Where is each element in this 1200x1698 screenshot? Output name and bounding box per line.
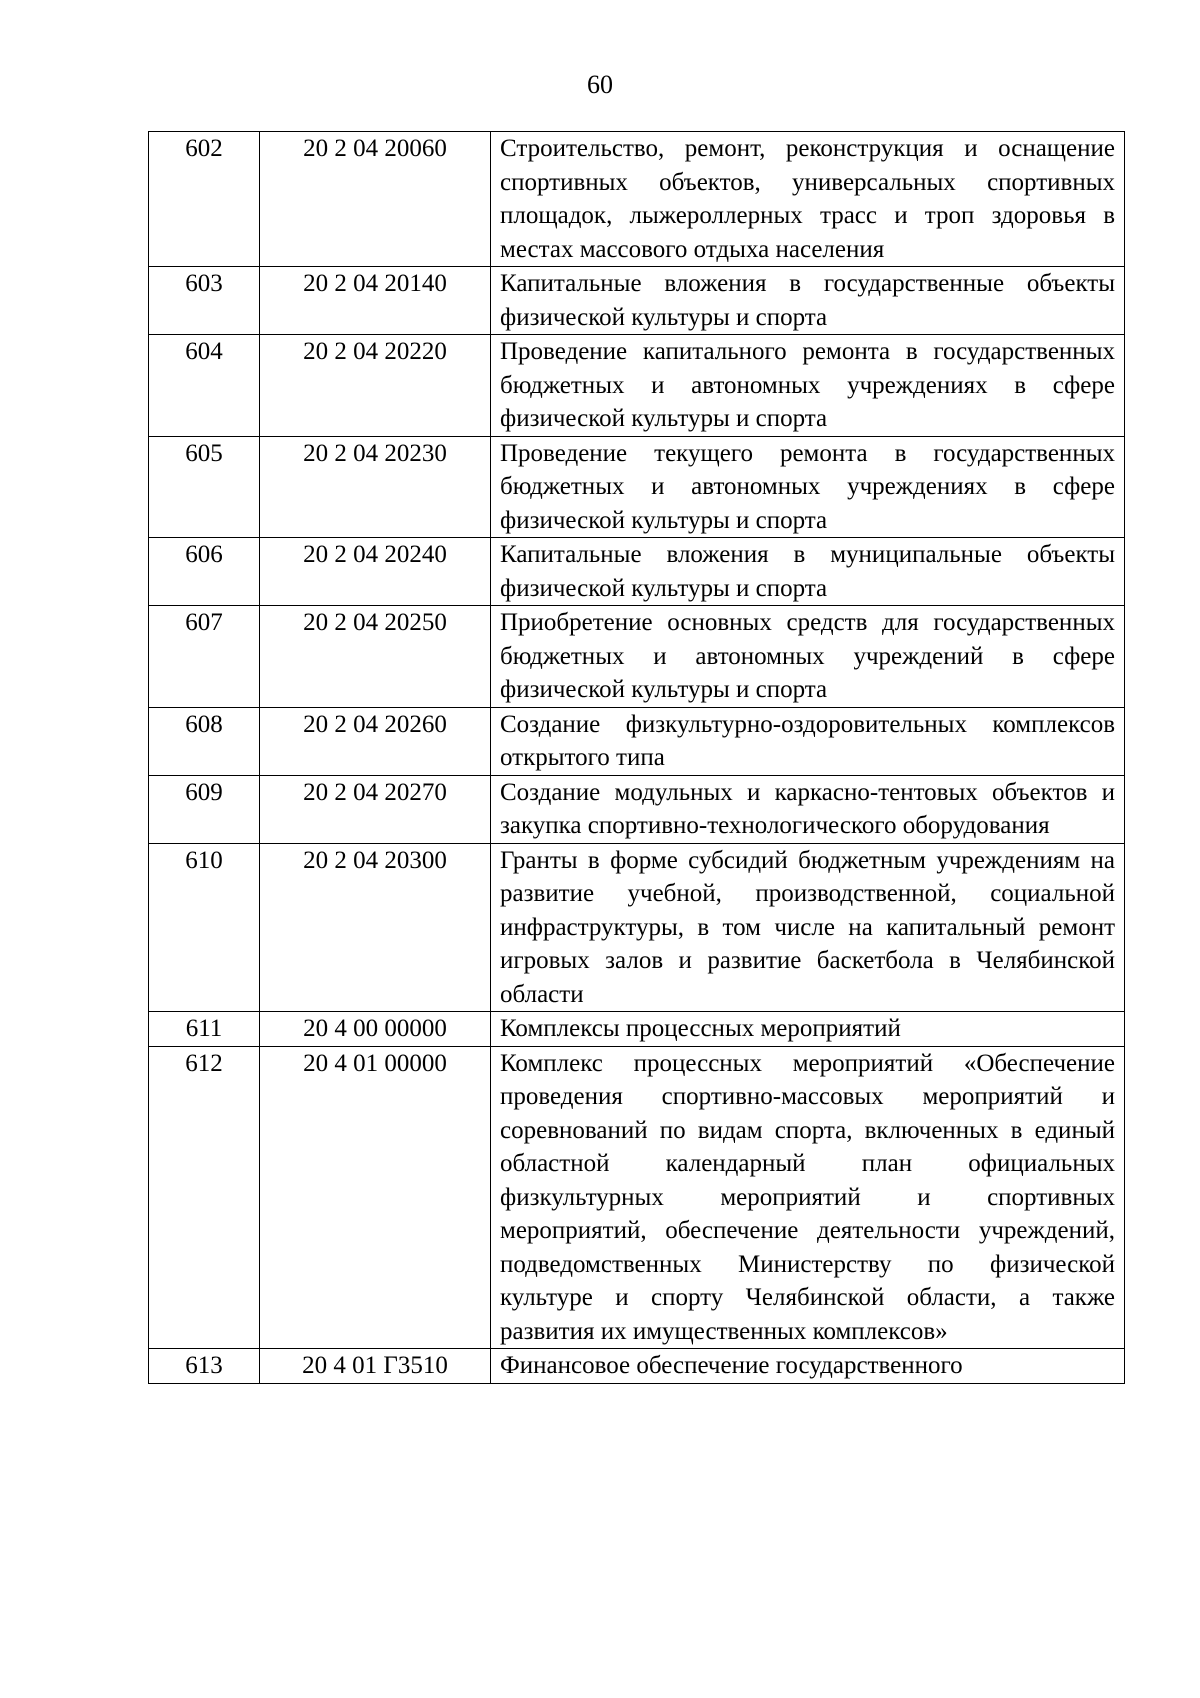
row-code: 20 4 01 00000 — [260, 1046, 491, 1349]
table-row — [149, 335, 1125, 437]
row-name: Создание физкультурно-оздоровительных комплексов открытого типа — [491, 707, 1125, 775]
row-code: 20 2 04 20140 — [260, 267, 491, 335]
page-number: 60 — [587, 70, 613, 99]
row-name: Комплексы процессных мероприятий — [491, 1012, 1125, 1047]
row-code: 20 2 04 20270 — [260, 775, 491, 843]
row-code: 20 2 04 20300 — [260, 843, 491, 1012]
row-number: 612 — [149, 1046, 260, 1349]
row-number: 608 — [149, 707, 260, 775]
row-code: 20 2 04 20240 — [260, 538, 491, 606]
table-row — [149, 1349, 1125, 1384]
table-row — [149, 843, 1125, 1012]
row-number: 611 — [149, 1012, 260, 1047]
row-number: 605 — [149, 436, 260, 538]
row-number: 607 — [149, 606, 260, 708]
row-number: 603 — [149, 267, 260, 335]
row-name: Гранты в форме субсидий бюджетным учреждениям на развитие учебной, производственной, социальной инфраструктуры, в том числе на капитальный ремонт игровых залов и развитие баскетбола в Челябинской области — [491, 843, 1125, 1012]
table-row — [149, 1012, 1125, 1047]
table-row — [149, 707, 1125, 775]
row-number: 604 — [149, 335, 260, 437]
row-name: Проведение капитального ремонта в государственных бюджетных и автономных учреждениях в сфере физической культуры и спорта — [491, 335, 1125, 437]
row-code: 20 4 00 00000 — [260, 1012, 491, 1047]
row-name: Строительство, ремонт, реконструкция и оснащение спортивных объектов, универсальных спортивных площадок, лыжероллерных трасс и троп здоровья в местах массового отдыха населения — [491, 132, 1125, 267]
classification-table — [148, 131, 1125, 1384]
row-name: Комплекс процессных мероприятий «Обеспечение проведения спортивно-массовых мероприятий и соревнований по видам спорта, включенных в единый областной календарный план официальных физкультурных мероприятий и спортивных мероприятий, обеспечение деятельности учреждений, подведомственных Министерству по физической культуре и спорту Челябинской области, а также развития их имущественных комплексов» — [491, 1046, 1125, 1349]
row-number: 602 — [149, 132, 260, 267]
row-name: Финансовое обеспечение государственного — [491, 1349, 1125, 1384]
row-code: 20 2 04 20260 — [260, 707, 491, 775]
table-row — [149, 436, 1125, 538]
row-name: Проведение текущего ремонта в государственных бюджетных и автономных учреждениях в сфере физической культуры и спорта — [491, 436, 1125, 538]
table-row — [149, 1046, 1125, 1349]
row-name: Капитальные вложения в муниципальные объекты физической культуры и спорта — [491, 538, 1125, 606]
row-code: 20 2 04 20250 — [260, 606, 491, 708]
row-code: 20 2 04 20060 — [260, 132, 491, 267]
row-number: 613 — [149, 1349, 260, 1384]
table-row — [149, 538, 1125, 606]
row-number: 610 — [149, 843, 260, 1012]
row-code: 20 2 04 20220 — [260, 335, 491, 437]
table-row — [149, 775, 1125, 843]
table-row — [149, 267, 1125, 335]
row-name: Капитальные вложения в государственные объекты физической культуры и спорта — [491, 267, 1125, 335]
row-number: 606 — [149, 538, 260, 606]
row-name: Создание модульных и каркасно-тентовых объектов и закупка спортивно-технологического оборудования — [491, 775, 1125, 843]
table-row — [149, 606, 1125, 708]
row-code: 20 4 01 Г3510 — [260, 1349, 491, 1384]
row-number: 609 — [149, 775, 260, 843]
row-code: 20 2 04 20230 — [260, 436, 491, 538]
row-name: Приобретение основных средств для государственных бюджетных и автономных учреждений в сфере физической культуры и спорта — [491, 606, 1125, 708]
table-row — [149, 132, 1125, 267]
